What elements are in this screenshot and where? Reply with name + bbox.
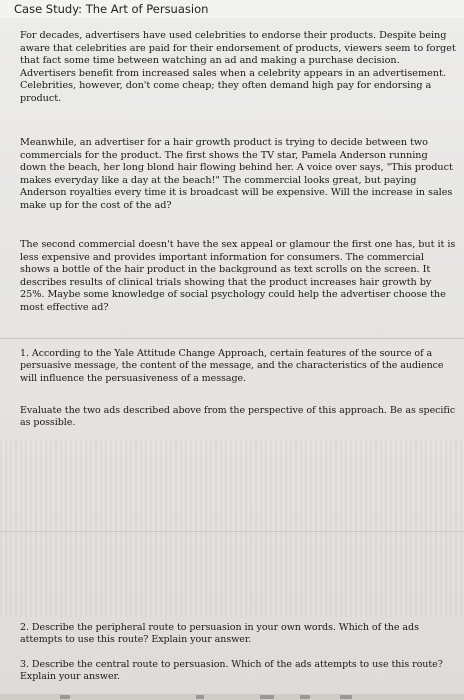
divider (0, 338, 464, 339)
page-bottom-edge (0, 694, 464, 700)
question-2: 2. Describe the peripheral route to persuasion in your own words. Which of the ads attempts to use this route? Explain your answer. (20, 622, 419, 646)
paragraph-celebrity-endorsements: For decades, advertisers have used celebrities to endorse their products. Despite being aware that celebrities are paid for their endorsement of products, viewers seem to forget that fact some time between watching an ad and making a purchase decision. Advertisers benefit from increased sales when a celebrity appears in an advertisement. Celebrities, however, don't come cheap; they often demand high pay for endorsing a product. (20, 30, 456, 104)
paragraph-second-commercial: The second commercial doesn't have the sex appeal or glamour the first one has, but it is less expensive and provides important information for consumers. The commercial shows a bottle of the hair product in the background as text scrolls on the screen. It describes results of clinical trials showing that the product increases hair growth by 25%. Maybe some knowledge of social psychology could help the advertiser choose the most effective ad? (20, 239, 456, 313)
answer-space (0, 532, 464, 617)
edge-mark (340, 695, 352, 699)
question-3: 3. Describe the central route to persuasion. Which of the ads attempts to use this route? Explain your answer. (20, 659, 443, 683)
edge-mark (196, 695, 204, 699)
answer-space (0, 440, 464, 530)
paragraph-first-commercial: Meanwhile, an advertiser for a hair growth product is trying to decide between two commercials for the product. The first shows the TV star, Pamela Anderson running down the beach, her long blond hair flowing behind her. A voice over says, "This product makes everyday like a day at the beach!" The commercial looks great, but paying Anderson royalties every time it is broadcast will be expensive. Will the increase in sales make up for the cost of the ad? (20, 137, 453, 211)
evaluate-instruction: Evaluate the two ads described above from the perspective of this approach. Be as specific as possible. (20, 405, 456, 429)
document-title: Case Study: The Art of Persuasion (0, 0, 464, 18)
edge-mark (300, 695, 310, 699)
question-1: 1. According to the Yale Attitude Change Approach, certain features of the source of a persuasive message, the content of the message, and the characteristics of the audience will influence the persuasiveness of a message. (20, 348, 444, 384)
edge-mark (260, 695, 274, 699)
edge-mark (60, 695, 70, 699)
